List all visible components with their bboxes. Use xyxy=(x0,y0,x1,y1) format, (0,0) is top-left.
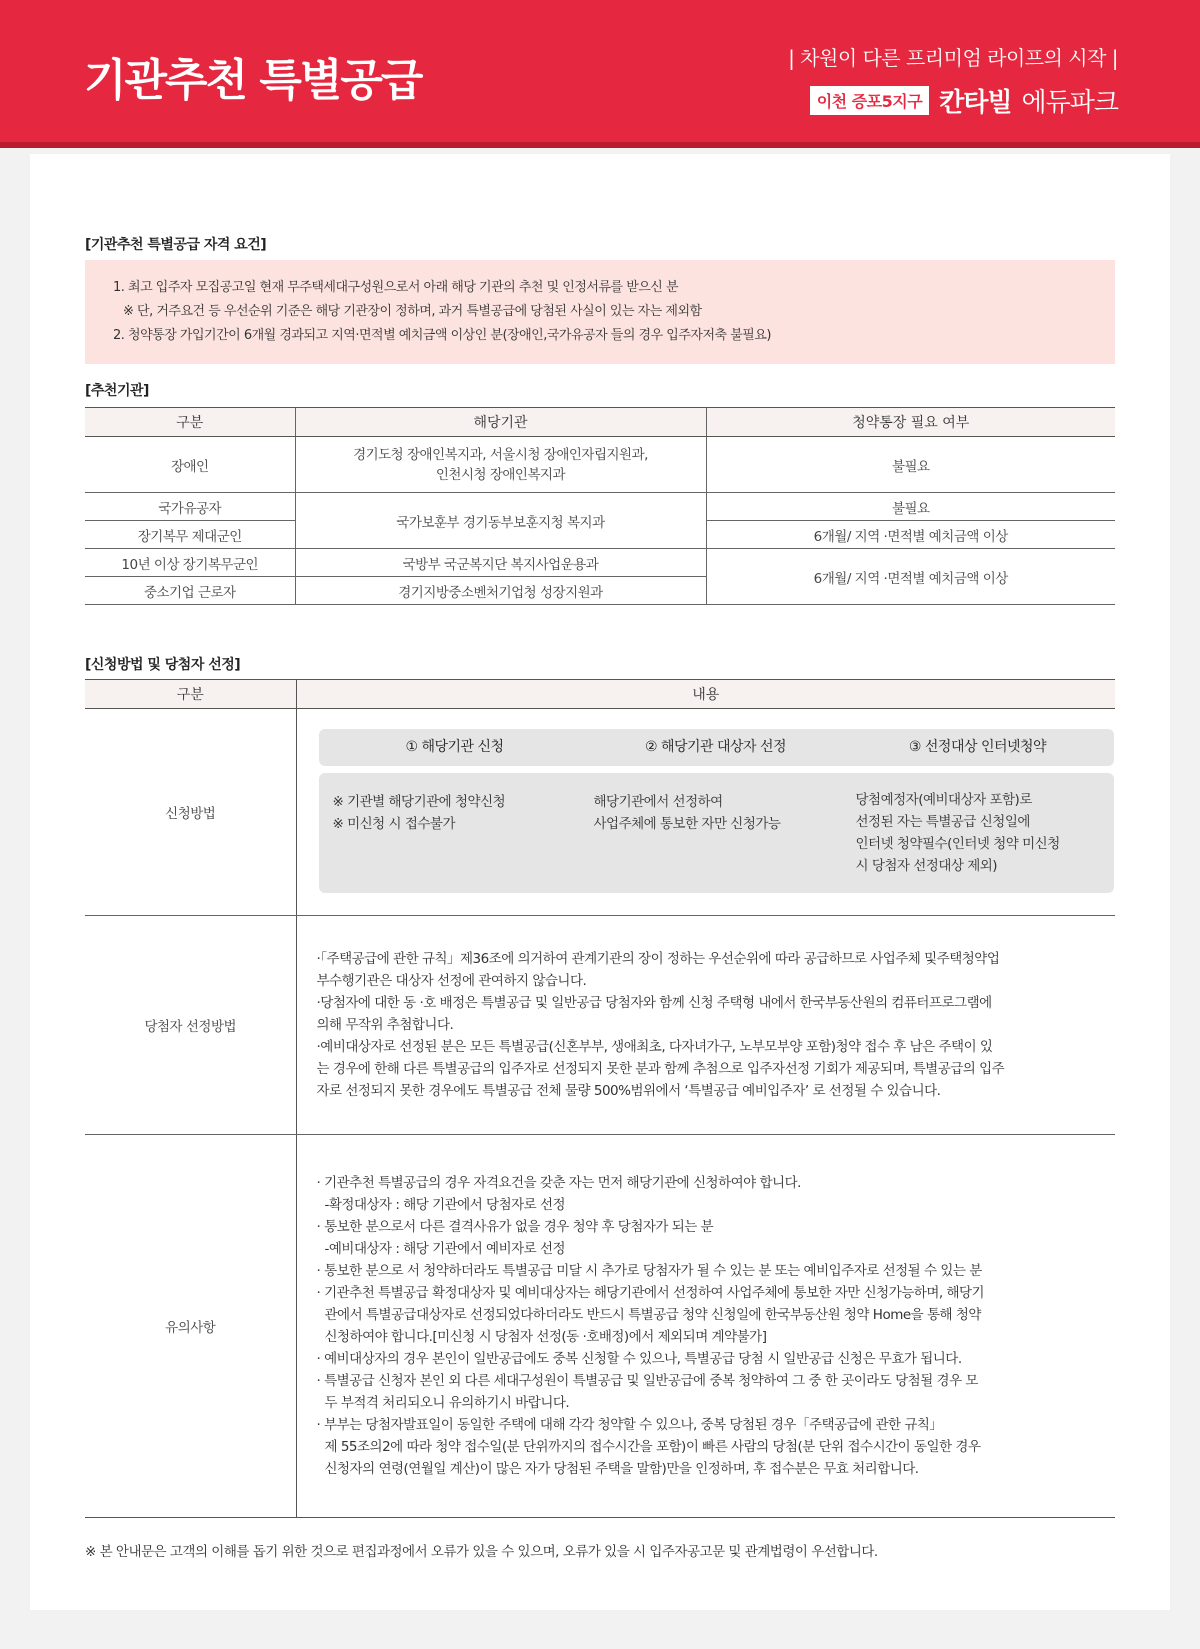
step-line: 인터넷 청약필수(인터넷 청약 미신청 xyxy=(855,836,1060,852)
note-line: 신청하여야 합니다.[미신청 시 당첨자 선정(동 ·호배정)에서 제외되며 계약불가] xyxy=(324,1329,767,1345)
winner-label: 당첨자 선정방법 xyxy=(85,916,296,1135)
step-line: 해당기관에서 선정하여 xyxy=(593,794,723,810)
step-body xyxy=(319,773,591,893)
column-header: 청약통장 필요 여부 xyxy=(706,408,1115,437)
note-line: 두 부적격 처리되오니 유의하기시 바랍니다. xyxy=(324,1395,570,1411)
step-line: ※ 기관별 해당기관에 청약신청 xyxy=(332,794,506,810)
table-header-row xyxy=(85,680,1115,709)
step-3 xyxy=(842,729,1114,893)
step-line: 선정된 자는 특별공급 신청일에 xyxy=(855,814,1030,830)
winner-line: 자로 선정되지 못한 경우에도 특별공급 전체 물량 500%범위에서 ‘특별공급 예비입주자’ 로 선정될 수 있습니다. xyxy=(316,1083,941,1099)
brand-name: 칸타빌 xyxy=(939,88,1012,118)
agency-line: 경기도청 장애인복지과, 서울시청 장애인자립지원과, xyxy=(353,446,648,463)
column-header: 구분 xyxy=(85,680,296,709)
note-line: 관에서 특별공급대상자로 선정되었다하더라도 반드시 특별공급 청약 신청일에 한국부동산원 청약 Home을 통해 청약 xyxy=(324,1307,981,1323)
requirement-line: ※ 단, 거주요건 등 우선순위 기준은 해당 기관장이 정하며, 과거 특별공급에 당첨된 사실이 있는 자는 제외함 xyxy=(123,304,702,319)
note-line: · 통보한 분으로서 다른 결격사유가 없을 경우 청약 후 당첨자가 되는 분 xyxy=(316,1219,714,1235)
notes-label: 유의사항 xyxy=(85,1135,296,1518)
table-row xyxy=(85,549,1115,577)
note-line: · 부부는 당첨자발표일이 동일한 주택에 대해 각각 청약할 수 있으나, 중복 당첨된 경우「주택공급에 관한 규칙」 xyxy=(316,1417,943,1433)
winner-line: 의해 무작위 추첨합니다. xyxy=(316,1017,454,1033)
step-line: 당첨예정자(예비대상자 포함)로 xyxy=(855,792,1032,808)
table-row xyxy=(85,709,1115,916)
column-header: 구분 xyxy=(85,408,295,437)
table-row xyxy=(85,1135,1115,1518)
apply-steps-cell xyxy=(296,709,1115,916)
step-line: ※ 미신청 시 접수불가 xyxy=(332,816,456,832)
table-row xyxy=(85,437,1115,493)
step-2 xyxy=(580,729,852,893)
step-body xyxy=(842,773,1114,893)
method-table xyxy=(85,679,1115,1518)
note-line: · 기관추천 특별공급의 경우 자격요건을 갖춘 자는 먼저 해당기관에 신청하여야 합니다. xyxy=(316,1175,801,1191)
step-head: ① 해당기관 신청 xyxy=(319,729,591,766)
winner-line: ·예비대상자로 선정된 분은 모든 특별공급(신혼부부, 생애최초, 다자녀가구, 노부모부양 포함)청약 접수 후 남은 주택이 있 xyxy=(316,1039,993,1055)
agency-cell: 국방부 국군복지단 복지사업운용과 xyxy=(295,549,706,577)
category-cell: 국가유공자 xyxy=(85,493,295,521)
notes-text xyxy=(296,1135,1115,1518)
footnote: ※ 본 안내문은 고객의 이해를 돕기 위한 것으로 편집과정에서 오류가 있을 수 있으며, 오류가 있을 시 입주자공고문 및 관계법령이 우선합니다. xyxy=(85,1544,878,1560)
step-line: 사업주체에 통보한 자만 신청가능 xyxy=(593,816,781,832)
page-title: 기관추천 특별공급 xyxy=(84,55,422,106)
agency-line: 인천시청 장애인복지과 xyxy=(435,466,566,483)
requirement-line: 2. 청약통장 가입기간이 6개월 경과되고 지역·면적별 예치금액 이상인 분(장애인,국가유공자 들의 경우 입주자저축 불필요) xyxy=(113,328,771,343)
account-cell: 6개월/ 지역 ·면적별 예치금액 이상 xyxy=(706,521,1115,549)
note-line: · 특별공급 신청자 본인 외 다른 세대구성원이 특별공급 및 일반공급에 중복 청약하여 그 중 한 곳이라도 당첨될 경우 모 xyxy=(316,1373,978,1389)
winner-line: ·「주택공급에 관한 규칙」제36조에 의거하여 관계기관의 장이 정하는 우선순위에 따라 공급하므로 사업주체 및주택청약업 xyxy=(316,951,1000,967)
note-line: 신청자의 연령(연월일 계산)이 많은 자가 당첨된 주택을 말함)만을 인정하며, 후 접수분은 무효 처리합니다. xyxy=(324,1461,919,1477)
district-badge: 이천 증포5지구 xyxy=(810,86,929,115)
apply-steps xyxy=(297,709,1116,915)
note-line: · 예비대상자의 경우 본인이 일반공급에도 중복 신청할 수 있으나, 특별공급 당첨 시 일반공급 신청은 무효가 됩니다. xyxy=(316,1351,962,1367)
apply-label: 신청방법 xyxy=(85,709,296,916)
agencies-title: [추천기관] xyxy=(85,383,149,399)
category-cell: 장애인 xyxy=(85,437,295,493)
account-cell: 불필요 xyxy=(706,493,1115,521)
category-cell: 장기복무 제대군인 xyxy=(85,521,295,549)
winner-line: 부수행기관은 대상자 선정에 관여하지 않습니다. xyxy=(316,973,587,989)
step-body xyxy=(580,773,852,893)
requirement-line: 1. 최고 입주자 모집공고일 현재 무주택세대구성원으로서 아래 해당 기관의 추천 및 인정서류를 받으신 분 xyxy=(113,280,679,295)
winner-line: 는 경우에 한해 다른 특별공급의 입주자로 선정되지 못한 분과 함께 추첨으로 입주자선정 기회가 제공되며, 특별공급의 입주 xyxy=(316,1061,1005,1077)
note-line: -예비대상자 : 해당 기관에서 예비자로 선정 xyxy=(324,1241,566,1257)
step-head: ② 해당기관 대상자 선정 xyxy=(580,729,852,766)
step-head: ③ 선정대상 인터넷청약 xyxy=(842,729,1114,766)
agencies-table xyxy=(85,407,1115,605)
note-line: -확정대상자 : 해당 기관에서 당첨자로 선정 xyxy=(324,1197,566,1213)
note-line: · 기관추천 특별공급 확정대상자 및 예비대상자는 해당기관에서 선정하여 사업주체에 통보한 자만 신청가능하며, 해당기 xyxy=(316,1285,985,1301)
note-line: · 통보한 분으로 서 청약하더라도 특별공급 미달 시 추가로 당첨자가 될 수 있는 분 또는 예비입주자로 선정될 수 있는 분 xyxy=(316,1263,982,1279)
column-header: 내용 xyxy=(296,680,1115,709)
agency-cell: 국가보훈부 경기동부보훈지청 복지과 xyxy=(295,493,706,549)
step-1 xyxy=(319,729,591,893)
category-cell: 중소기업 근로자 xyxy=(85,577,295,605)
agency-cell: 경기지방중소벤처기업청 성장지원과 xyxy=(295,577,706,605)
table-header-row xyxy=(85,408,1115,437)
header-slogan: | 차원이 다른 프리미엄 라이프의 시작 | xyxy=(788,46,1118,70)
method-title: [신청방법 및 당첨자 선정] xyxy=(85,657,241,673)
brand-logo xyxy=(810,82,1118,119)
requirements-box xyxy=(85,260,1115,364)
winner-text xyxy=(296,916,1115,1135)
agency-cell xyxy=(295,437,706,493)
header-banner xyxy=(0,0,1200,148)
step-line: 시 당첨자 선정대상 제외) xyxy=(855,858,998,874)
table-row xyxy=(85,916,1115,1135)
table-row xyxy=(85,493,1115,521)
note-line: 제 55조의2에 따라 청약 접수일(분 단위까지의 접수시간을 포함)이 빠른 사람의 당첨(분 단위 접수시간이 동일한 경우 xyxy=(324,1439,981,1455)
document-card xyxy=(30,154,1170,1610)
category-cell: 10년 이상 장기복무군인 xyxy=(85,549,295,577)
brand-sub: 에듀파크 xyxy=(1021,88,1118,118)
winner-line: ·당첨자에 대한 동 ·호 배정은 특별공급 및 일반공급 당첨자와 함께 신청 주택형 내에서 한국부동산원의 컴퓨터프로그램에 xyxy=(316,995,992,1011)
requirements-title: [기관추천 특별공급 자격 요건] xyxy=(85,237,267,253)
account-cell: 6개월/ 지역 ·면적별 예치금액 이상 xyxy=(706,549,1115,605)
column-header: 해당기관 xyxy=(295,408,706,437)
account-cell: 불필요 xyxy=(706,437,1115,493)
